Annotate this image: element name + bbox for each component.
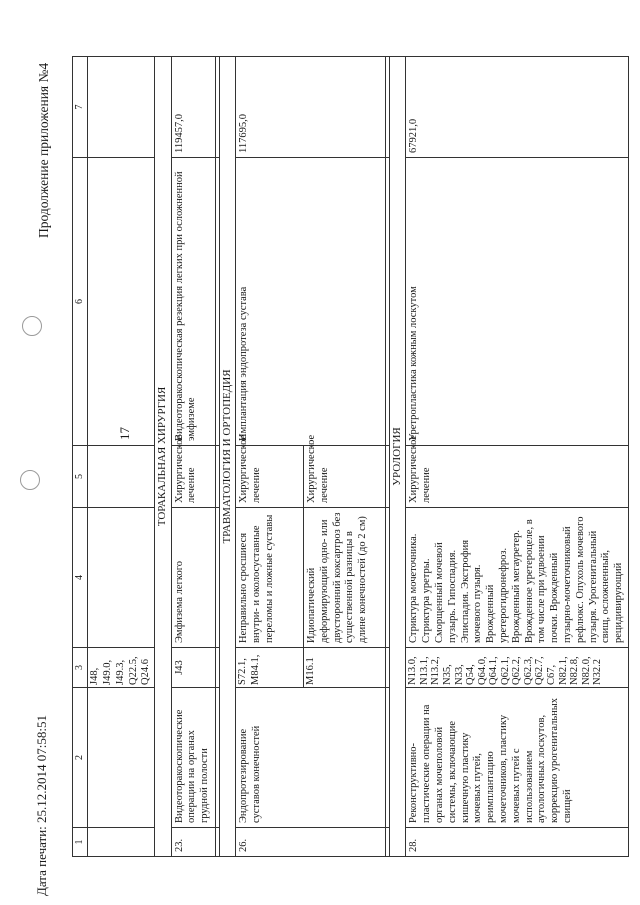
section-title: ТОРАКАЛЬНАЯ ХИРУРГИЯ: [155, 57, 171, 857]
procedures-table-wrapper: [72, 57, 625, 857]
appendix-continuation-note: Продолжение приложения №4: [36, 62, 51, 238]
procedure-name: Реконструктивно-пластические операции на органах мочеполовой системы, включающие кишечную пластику мочевых путей, реимплантацию мочеточников, пластику мочевых путей с использованием аутологичных лоскутов, коррекцию урогенитальных свищей: [406, 688, 629, 828]
col-number-cell: 4: [73, 508, 88, 648]
procedure-name: Эндопротезирование суставов конечностей: [235, 688, 385, 828]
cost-value: 117695,0: [235, 57, 385, 158]
section-row: [219, 57, 235, 857]
row-number: 28.: [406, 828, 629, 857]
row-number: 26.: [235, 828, 385, 857]
table-row-continuation: [88, 57, 155, 857]
col-number-cell: 3: [73, 648, 88, 688]
procedures-table: [72, 56, 629, 857]
diagnosis-codes: S72.1, M84.1,: [235, 648, 303, 688]
section-title: ТРАВМАТОЛОГИЯ И ОРТОПЕДИЯ: [219, 57, 235, 857]
punch-hole-top: [22, 316, 42, 336]
diagnosis-text: Неправильно сросшиеся внутри- и околосуставные переломы и ложные суставы: [235, 508, 303, 648]
col-number-cell: 7: [73, 57, 88, 158]
table-row: [171, 57, 215, 857]
col-number-cell: 6: [73, 158, 88, 446]
punch-hole-bottom: [20, 470, 40, 490]
column-number-row: [73, 57, 88, 857]
table-row: [406, 57, 629, 857]
section-row: [155, 57, 171, 857]
treatment-type: Хирургическое лечение: [303, 446, 385, 508]
print-date: Дата печати: 25.12.2014 07:58:51: [34, 714, 49, 896]
diagnosis-codes: J43: [171, 648, 215, 688]
method-text: Имплантация эндопротеза сустава: [235, 158, 385, 446]
diagnosis-codes: J48, J49.0, J49.3, Q22.5, Q24.6: [88, 648, 155, 688]
section-title: УРОЛОГИЯ: [389, 57, 405, 857]
cost-value: 119457,0: [171, 57, 215, 158]
diagnosis-text: Эмфизема легкого: [171, 508, 215, 648]
diagnosis-text: Стриктура мочеточника. Стриктура уретры. Сморщенный мочевой пузырь. Гипоспадия. Эписпадия. Экстрофия мочевого пузыря. Врожденный уретерогидронефроз. Врожденный мегауретер. Врожденное уретероцеле, в том числе при удвоении почки. Врожденный пузырно-мочеточниковый рефлюкс. Опухоль мочевого пузыря. Урогенитальный свищ, осложненный, рецидивирующий: [406, 508, 629, 648]
cost-value: 67921,0: [406, 57, 629, 158]
treatment-type: Хирургическое лечение: [171, 446, 215, 508]
diagnosis-codes: M16.1: [303, 648, 385, 688]
row-number: 23.: [171, 828, 215, 857]
diagnosis-text: Идиопатический деформирующий одно- или двусторонний коксартроз без существенной разницы в длине конечностей (до 2 см): [303, 508, 385, 648]
treatment-type: Хирургическое лечение: [406, 446, 629, 508]
page-number: 17: [117, 427, 132, 440]
col-number-cell: 1: [73, 828, 88, 857]
procedure-name: Видеоторакоскопические операции на органах грудной полости: [171, 688, 215, 828]
diagnosis-codes: N13.0, N13.1, N13.2, N35, N33, Q54, Q64.0, Q64.1, Q62.1, Q62.2, Q62.3, Q62.7, C67, N82.1, N82.8, N82.0, N32.2: [406, 648, 629, 688]
procedures-table-rotated: [72, 57, 625, 857]
treatment-type: Хирургическое лечение: [235, 446, 303, 508]
method-text: Видеоторакоскопическая резекция легких при осложненной эмфиземе: [171, 158, 215, 446]
section-row: [389, 57, 405, 857]
col-number-cell: 5: [73, 446, 88, 508]
table-row: [235, 57, 303, 857]
method-text: Уретропластика кожным лоскутом: [406, 158, 629, 446]
col-number-cell: 2: [73, 688, 88, 828]
